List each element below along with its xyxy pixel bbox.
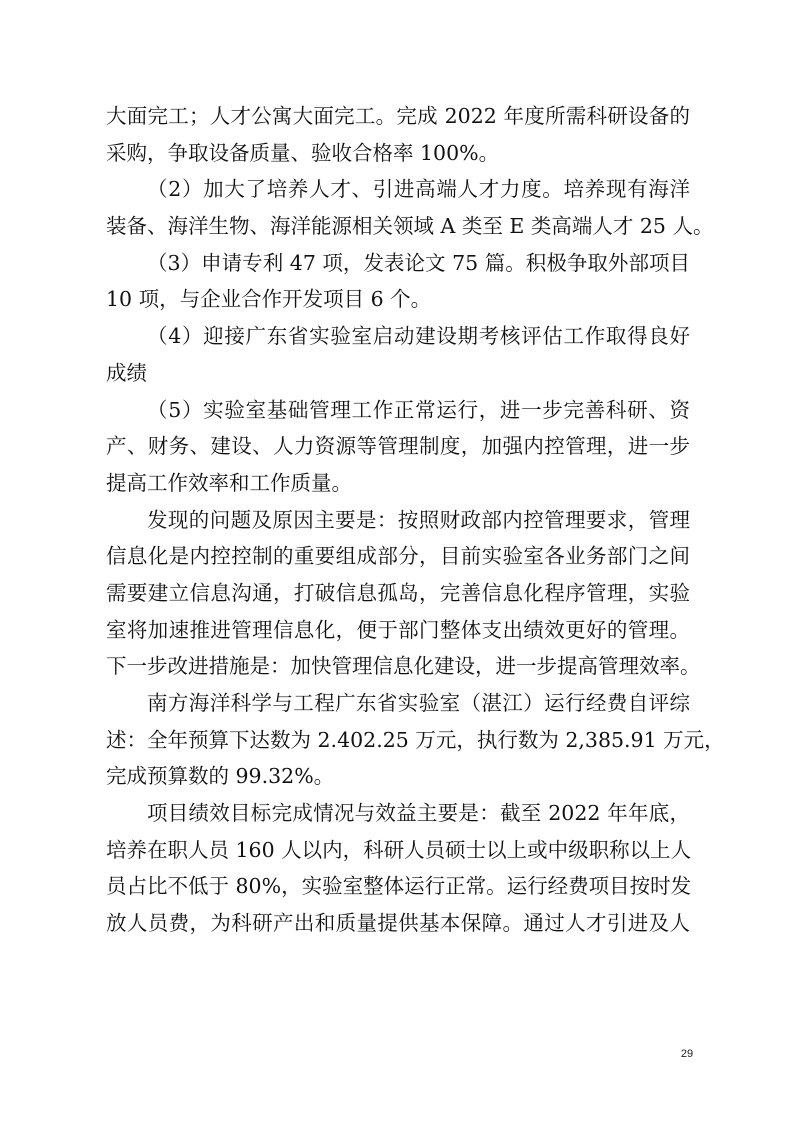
- text-line: （5）实验室基础管理工作正常运行，进一步完善科研、资: [147, 397, 690, 422]
- text-line: 信息化是内控控制的重要组成部分，目前实验室各业务部门之间: [106, 544, 690, 569]
- paragraph: [106, 685, 725, 795]
- text-line: 放人员费，为科研产出和质量提供基本保障。通过人才引进及人: [106, 911, 690, 936]
- text-line: 装备、海洋生物、海洋能源相关领域 A 类至 E 类高端人才 25 人。: [106, 214, 714, 239]
- text-line: 项目绩效目标完成情况与效益主要是：截至 2022 年年底，: [147, 801, 690, 826]
- text-line: 需要建立信息沟通，打破信息孤岛，完善信息化程序管理，实验: [106, 580, 690, 605]
- paragraph: [106, 171, 714, 244]
- text-line: 员占比不低于 80%，实验室整体运行正常。运行经费项目按时发: [106, 874, 692, 899]
- body-text: [106, 98, 725, 942]
- paragraph: [106, 795, 690, 942]
- text-line: 培养在职人员 160 人以内，科研人员硕士以上或中级职称以上人: [106, 837, 692, 862]
- paragraph: [106, 318, 690, 391]
- text-line: 大面完工；人才公寓大面完工。完成 2022 年度所需科研设备的: [106, 104, 690, 128]
- text-line: （2）加大了培养人才、引进高端人才力度。培养现有海洋: [147, 177, 690, 202]
- text-line: 述：全年预算下达数为 2.402.25 万元，执行数为 2,385.91 万元，: [106, 727, 725, 752]
- paragraph: [106, 245, 690, 318]
- paragraph: [106, 392, 690, 502]
- paragraph: [106, 502, 701, 685]
- text-line: 室将加速推进管理信息化，便于部门整体支出绩效更好的管理。: [106, 617, 690, 642]
- text-line: 提高工作效率和工作质量。: [106, 470, 352, 495]
- paragraph: [106, 98, 690, 171]
- text-line: 南方海洋科学与工程广东省实验室（湛江）运行经费自评综: [147, 691, 690, 715]
- page-number: 29: [680, 1048, 694, 1060]
- text-line: 完成预算数的 99.32%。: [106, 764, 335, 789]
- text-line: （3）申请专利 47 项，发表论文 75 篇。积极争取外部项目: [147, 250, 690, 275]
- text-line: 10 项，与企业合作开发项目 6 个。: [106, 287, 432, 312]
- text-line: 下一步改进措施是：加快管理信息化建设，进一步提高管理效率。: [106, 654, 701, 679]
- text-line: 采购，争取设备质量、验收合格率 100%。: [106, 140, 500, 165]
- text-line: （4）迎接广东省实验室启动建设期考核评估工作取得良好: [147, 324, 690, 349]
- text-line: 成绩: [106, 360, 147, 385]
- text-line: 发现的问题及原因主要是：按照财政部内控管理要求，管理: [147, 507, 690, 532]
- text-line: 产、财务、建设、人力资源等管理制度，加强内控管理，进一步: [106, 434, 690, 459]
